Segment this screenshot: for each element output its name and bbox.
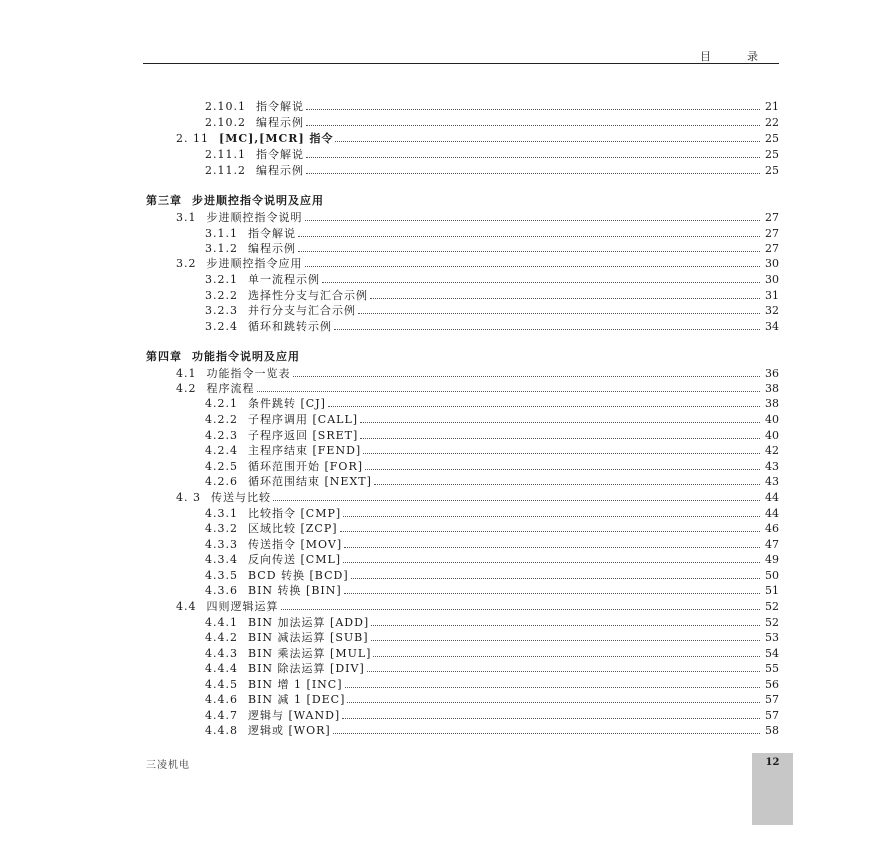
toc-entry-number: 3.2.3	[205, 304, 238, 317]
toc-entry-number: 4.4.8	[205, 724, 238, 737]
toc-entry-number: 4.1	[176, 367, 197, 380]
toc-entry-number: 3.2	[176, 257, 197, 270]
toc-entry-title: 主程序结束 [FEND]	[248, 444, 362, 457]
toc-entry-title: 循环和跳转示例	[248, 320, 332, 333]
toc-entry-title: 指令解说	[256, 148, 304, 161]
toc-leader-dots	[298, 226, 760, 237]
toc-entry-number: 4.4	[176, 600, 197, 613]
toc-entry-page: 52	[765, 616, 779, 629]
toc-entry-page: 54	[765, 647, 779, 660]
toc-entry[interactable]	[176, 381, 779, 395]
toc-entry-page: 27	[765, 242, 779, 255]
toc-entry-page: 57	[765, 693, 779, 706]
toc-entry-page: 53	[765, 631, 779, 644]
toc-leader-dots	[306, 163, 760, 174]
toc-entry-page: 40	[765, 413, 779, 426]
toc-entry-number: 4.4.5	[205, 678, 238, 691]
toc-leader-dots	[333, 723, 760, 734]
toc-entry-title: 传送与比较	[211, 491, 271, 504]
toc-entry-number: 4.4.6	[205, 693, 238, 706]
toc-leader-dots	[342, 708, 760, 719]
page-number: 12	[765, 757, 780, 768]
toc-entry-number: 4.2.4	[205, 444, 238, 457]
toc-entry-page: 40	[765, 429, 779, 442]
toc-leader-dots	[293, 366, 761, 377]
toc-entry-number: 4.4.1	[205, 616, 238, 629]
toc-entry[interactable]	[205, 428, 779, 442]
toc-entry-number: 4.4.7	[205, 709, 238, 722]
toc-entry[interactable]	[205, 615, 779, 629]
toc-entry-page: 43	[765, 460, 779, 473]
toc-entry[interactable]	[205, 646, 779, 660]
toc-entry[interactable]	[205, 147, 779, 161]
toc-leader-dots	[344, 537, 760, 548]
toc-entry-number: 4.2	[176, 382, 197, 395]
toc-entry-title: 步进顺控指令应用	[206, 257, 303, 270]
toc-entry[interactable]	[205, 568, 779, 582]
toc-entry[interactable]	[176, 490, 779, 504]
toc-entry[interactable]	[205, 506, 779, 520]
toc-leader-dots	[328, 396, 760, 407]
toc-leader-dots	[374, 474, 760, 485]
toc-entry[interactable]	[205, 163, 779, 177]
toc-entry-page: 51	[765, 584, 779, 597]
toc-entry-number: 4.2.3	[205, 429, 238, 442]
toc-entry[interactable]	[205, 661, 779, 675]
chapter-title: 功能指令说明及应用	[192, 350, 300, 363]
toc-leader-dots	[306, 115, 760, 126]
toc-entry-page: 27	[765, 211, 779, 224]
toc-entry-number: 2.11.2	[205, 164, 246, 177]
toc-entry-number: 4.2.1	[205, 397, 238, 410]
toc-entry-number: 4.2.2	[205, 413, 238, 426]
toc-entry-page: 30	[765, 273, 779, 286]
toc-leader-dots	[371, 630, 760, 641]
toc-entry-page: 32	[765, 304, 779, 317]
toc-entry-title: BIN 增 1 [INC]	[248, 678, 343, 691]
toc-entry[interactable]	[205, 537, 779, 551]
toc-entry-number: 4.3.5	[205, 569, 238, 582]
toc-entry-title: 选择性分支与汇合示例	[248, 289, 368, 302]
toc-entry-title: 编程示例	[256, 164, 304, 177]
toc-entry-number: 4.4.4	[205, 662, 238, 675]
toc-entry-page: 42	[765, 444, 779, 457]
toc-entry-page: 52	[765, 600, 779, 613]
toc-entry-title: [MC],[MCR] 指令	[219, 132, 334, 145]
toc-leader-dots	[306, 147, 760, 158]
toc-entry[interactable]	[176, 131, 779, 145]
toc-entry-number: 4.4.2	[205, 631, 238, 644]
toc-leader-dots	[360, 412, 760, 423]
toc-leader-dots	[360, 428, 760, 439]
toc-entry[interactable]	[205, 288, 779, 302]
toc-entry[interactable]	[176, 256, 779, 270]
footer-company-name: 三凌机电	[146, 760, 190, 771]
toc-entry-page: 38	[765, 397, 779, 410]
toc-entry-page: 44	[765, 491, 779, 504]
toc-leader-dots	[344, 583, 760, 594]
header-title-left: 目	[700, 50, 713, 63]
toc-leader-dots	[345, 677, 760, 688]
toc-entry-title: 区域比较 [ZCP]	[248, 522, 338, 535]
toc-entry-page: 43	[765, 475, 779, 488]
toc-entry[interactable]	[205, 474, 779, 488]
toc-entry-title: BIN 除法运算 [DIV]	[248, 662, 365, 675]
toc-entry-title: 循环范围开始 [FOR]	[248, 460, 364, 473]
toc-entry-page: 50	[765, 569, 779, 582]
toc-entry[interactable]	[205, 241, 779, 255]
toc-entry[interactable]	[205, 677, 779, 691]
toc-entry-title: 并行分支与汇合示例	[248, 304, 356, 317]
toc-entry[interactable]	[205, 226, 779, 240]
toc-entry-number: 4.2.6	[205, 475, 238, 488]
toc-entry-page: 58	[765, 724, 779, 737]
toc-entry[interactable]	[205, 115, 779, 129]
toc-entry-page: 55	[765, 662, 779, 675]
toc-leader-dots	[322, 272, 760, 283]
toc-entry-page: 25	[765, 132, 779, 145]
toc-leader-dots	[335, 131, 760, 142]
toc-entry[interactable]	[205, 692, 779, 706]
chapter-title: 步进顺控指令说明及应用	[192, 194, 324, 207]
toc-leader-dots	[347, 692, 760, 703]
toc-leader-dots	[298, 241, 760, 252]
toc-entry-title: BIN 减法运算 [SUB]	[248, 631, 369, 644]
toc-entry-title: 指令解说	[256, 100, 304, 113]
toc-entry-page: 25	[765, 164, 779, 177]
toc-entry[interactable]	[205, 443, 779, 457]
toc-entry[interactable]	[205, 552, 779, 566]
toc-entry-number: 4. 3	[176, 491, 201, 504]
toc-entry-page: 56	[765, 678, 779, 691]
toc-leader-dots	[371, 615, 760, 626]
toc-leader-dots	[305, 256, 761, 267]
toc-entry[interactable]	[176, 366, 779, 380]
toc-entry-page: 21	[765, 100, 779, 113]
page-number-tab	[752, 753, 793, 825]
toc-leader-dots	[281, 599, 761, 610]
toc-entry-title: 比较指令 [CMP]	[248, 507, 342, 520]
toc-entry[interactable]	[205, 412, 779, 426]
toc-entry-title: 单一流程示例	[248, 273, 320, 286]
toc-entry-page: 34	[765, 320, 779, 333]
toc-entry-title: BCD 转换 [BCD]	[248, 569, 349, 582]
toc-entry[interactable]	[176, 599, 779, 613]
toc-leader-dots	[343, 506, 760, 517]
toc-entry-page: 49	[765, 553, 779, 566]
toc-entry[interactable]	[205, 583, 779, 597]
toc-entry-number: 4.3.6	[205, 584, 238, 597]
toc-entry-number: 4.3.3	[205, 538, 238, 551]
toc-leader-dots	[358, 303, 760, 314]
toc-leader-dots	[334, 319, 760, 330]
toc-entry[interactable]	[205, 708, 779, 722]
toc-entry-title: 指令解说	[248, 227, 296, 240]
toc-entry[interactable]	[205, 630, 779, 644]
toc-entry-title: 子程序返回 [SRET]	[248, 429, 359, 442]
chapter-label: 第三章	[146, 194, 182, 207]
toc-leader-dots	[273, 490, 760, 501]
toc-entry-number: 2.10.2	[205, 116, 246, 129]
toc-entry[interactable]	[205, 723, 779, 737]
chapter-heading[interactable]	[146, 194, 324, 208]
toc-leader-dots	[370, 288, 760, 299]
toc-entry-page: 47	[765, 538, 779, 551]
toc-entry-title: 逻辑或 [WOR]	[248, 724, 331, 737]
toc-leader-dots	[343, 552, 760, 563]
header-title-right: 录	[747, 50, 760, 63]
toc-entry-number: 3.2.4	[205, 320, 238, 333]
toc-entry-page: 27	[765, 227, 779, 240]
toc-entry[interactable]	[205, 99, 779, 113]
toc-leader-dots	[365, 459, 760, 470]
toc-entry-title: BIN 加法运算 [ADD]	[248, 616, 370, 629]
toc-entry-page: 22	[765, 116, 779, 129]
toc-entry-number: 4.2.5	[205, 460, 238, 473]
toc-entry-number: 4.4.3	[205, 647, 238, 660]
toc-entry-title: 子程序调用 [CALL]	[248, 413, 359, 426]
toc-entry-number: 3.2.2	[205, 289, 238, 302]
toc-entry-number: 4.3.4	[205, 553, 238, 566]
toc-entry-page: 57	[765, 709, 779, 722]
toc-leader-dots	[363, 443, 760, 454]
toc-entry-title: BIN 减 1 [DEC]	[248, 693, 346, 706]
toc-entry-title: 反向传送 [CML]	[248, 553, 342, 566]
toc-entry-title: 编程示例	[256, 116, 304, 129]
toc-entry-title: 四则逻辑运算	[206, 600, 279, 613]
toc-entry-page: 25	[765, 148, 779, 161]
toc-entry-number: 2.10.1	[205, 100, 246, 113]
toc-entry-number: 3.1.2	[205, 242, 238, 255]
toc-entry-number: 3.2.1	[205, 273, 238, 286]
toc-leader-dots	[305, 210, 761, 221]
toc-entry[interactable]	[205, 319, 779, 333]
toc-entry-title: 逻辑与 [WAND]	[248, 709, 341, 722]
toc-leader-dots	[367, 661, 760, 672]
toc-leader-dots	[351, 568, 760, 579]
toc-entry-title: 条件跳转 [CJ]	[248, 397, 326, 410]
toc-entry-title: 编程示例	[248, 242, 296, 255]
toc-entry[interactable]	[205, 521, 779, 535]
toc-entry[interactable]	[205, 459, 779, 473]
toc-entry-number: 4.3.2	[205, 522, 238, 535]
toc-entry-title: 程序流程	[206, 382, 255, 395]
toc-entry-page: 44	[765, 507, 779, 520]
toc-leader-dots	[257, 381, 761, 392]
toc-entry-number: 4.3.1	[205, 507, 238, 520]
toc-entry-title: 传送指令 [MOV]	[248, 538, 343, 551]
toc-leader-dots	[306, 99, 760, 110]
toc-entry[interactable]	[205, 303, 779, 317]
toc-entry-number: 2.11.1	[205, 148, 246, 161]
chapter-heading[interactable]	[146, 350, 300, 364]
toc-entry-title: BIN 乘法运算 [MUL]	[248, 647, 372, 660]
toc-entry[interactable]	[205, 272, 779, 286]
toc-entry-title: BIN 转换 [BIN]	[248, 584, 342, 597]
toc-entry-page: 46	[765, 522, 779, 535]
toc-entry-number: 3.1	[176, 211, 197, 224]
toc-entry-page: 36	[765, 367, 779, 380]
toc-entry-page: 38	[765, 382, 779, 395]
toc-leader-dots	[373, 646, 760, 657]
toc-entry-number: 3.1.1	[205, 227, 238, 240]
chapter-label: 第四章	[146, 350, 182, 363]
toc-entry-title: 步进顺控指令说明	[206, 211, 303, 224]
toc-entry[interactable]	[205, 396, 779, 410]
toc-entry-title: 功能指令一览表	[206, 367, 291, 380]
toc-entry[interactable]	[176, 210, 779, 224]
toc-entry-title: 循环范围结束 [NEXT]	[248, 475, 372, 488]
toc-leader-dots	[340, 521, 760, 532]
toc-entry-page: 30	[765, 257, 779, 270]
toc-entry-number: 2. 11	[176, 132, 209, 145]
toc-entry-page: 31	[765, 289, 779, 302]
